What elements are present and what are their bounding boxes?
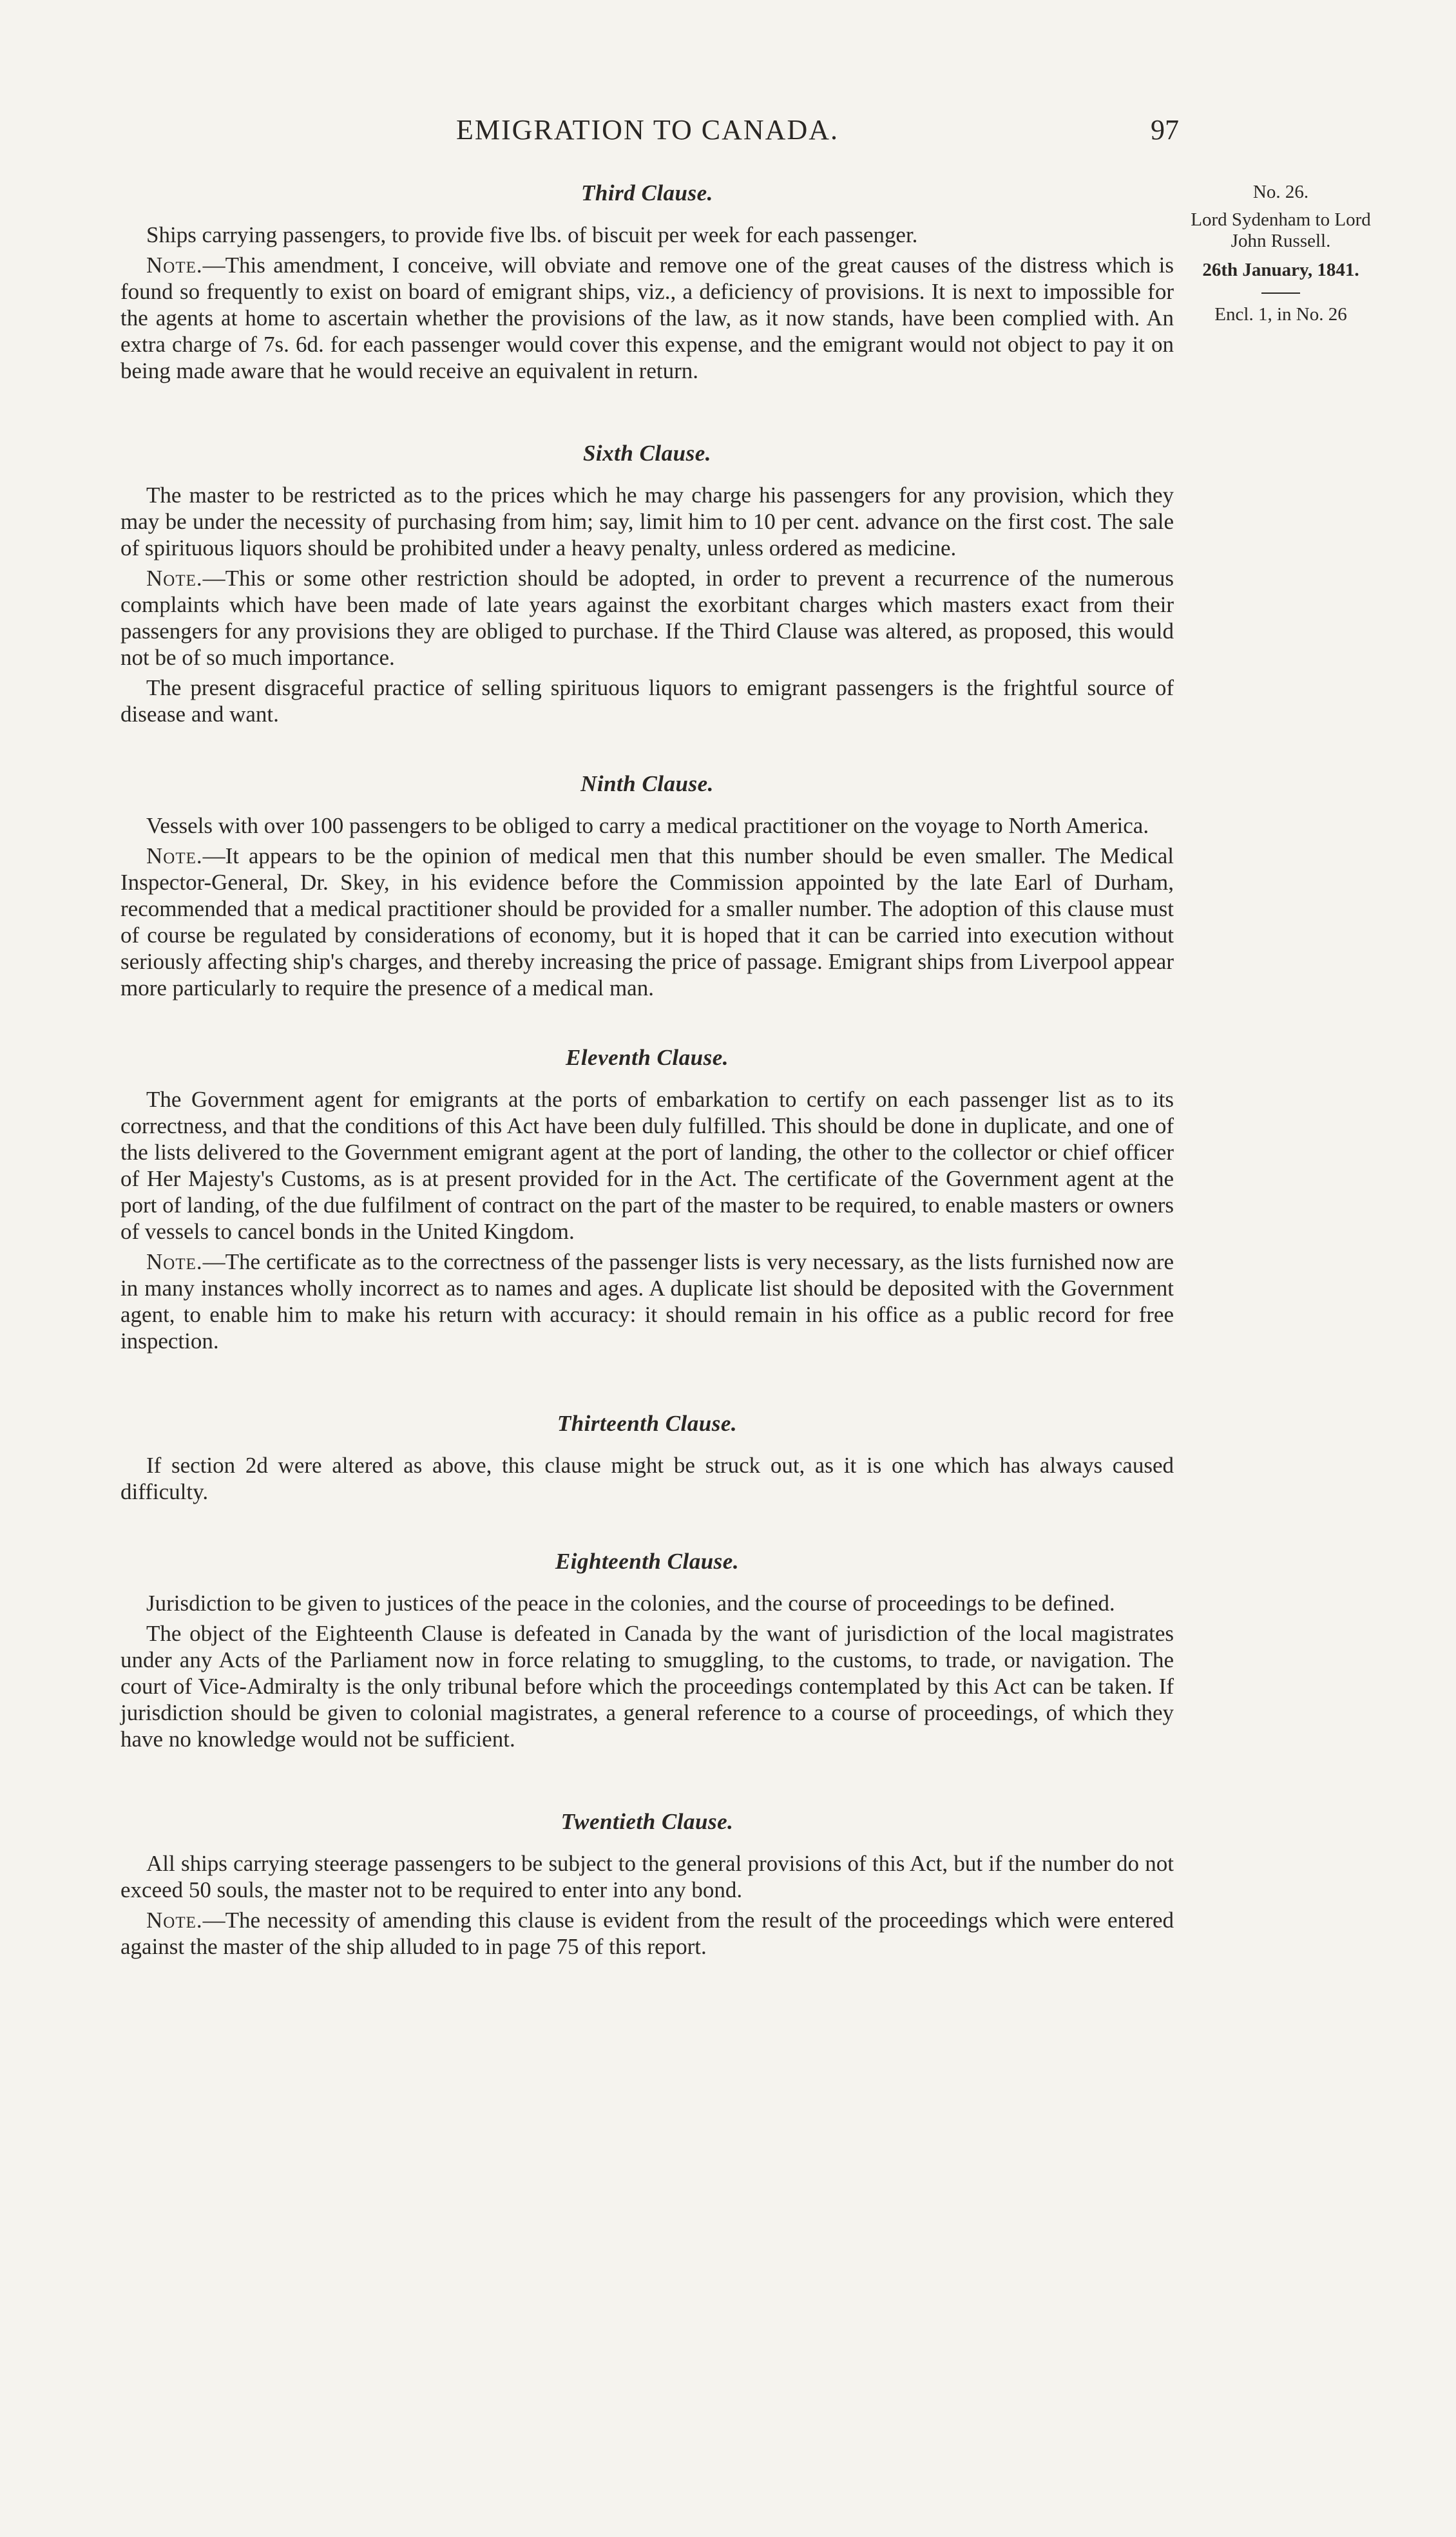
note-paragraph <box>120 252 1174 384</box>
section-spacer <box>120 388 1174 439</box>
note-paragraph <box>120 565 1174 671</box>
margin-note-divider <box>1261 292 1300 294</box>
note-paragraph <box>120 843 1174 1001</box>
clause-text: Vessels with over 100 passengers to be obliged to carry a medical practitioner on the voyage to North America. <box>146 813 1149 838</box>
section-heading: Sixth Clause. <box>582 441 712 466</box>
section-heading: Third Clause. <box>581 180 713 206</box>
clause-text: Jurisdiction to be given to justices of the peace in the colonies, and the course of proceedings to be defined. <box>146 1591 1115 1616</box>
section-heading: Eleventh Clause. <box>565 1045 729 1070</box>
margin-note-date: 26th January, 1841. <box>1202 260 1359 280</box>
section-third-clause <box>120 179 1174 384</box>
note-label: Note. <box>146 253 203 278</box>
clause-text: If section 2d were altered as above, this clause might be struck out, as it is one which has always caused difficulty. <box>120 1453 1174 1504</box>
section-heading: Twentieth Clause. <box>560 1809 734 1834</box>
note-paragraph <box>120 1249 1174 1354</box>
clause-text: All ships carrying steerage passengers to be subject to the general provisions of this Act, but if the number do not exceed 50 souls, the master not to be required to enter into any bond. <box>120 1851 1174 1902</box>
section-heading: Eighteenth Clause. <box>555 1549 740 1574</box>
clause-text: Ships carrying passengers, to provide five lbs. of biscuit per week for each passenger. <box>146 222 918 247</box>
note-label: Note. <box>146 1908 203 1933</box>
note-text: —This amendment, I conceive, will obviate and remove one of the great causes of the distress which is found so frequently to exist on board of emigrant ships, viz., a deficiency of provisions. It is next to impossible for the agents at home to ascertain whether the provisions of the law, as it now stands, have been complied with. An extra charge of 7s. 6d. for each passenger would cover this expense, and the emigrant would not object to pay it on being made aware that he would receive an equivalent in return. <box>120 253 1174 383</box>
note-label: Note. <box>146 843 203 868</box>
section-heading: Thirteenth Clause. <box>557 1411 738 1436</box>
section-eighteenth-clause <box>120 1547 1174 1752</box>
section-spacer <box>120 1005 1174 1044</box>
note-text: —It appears to be the opinion of medical men that this number should be even smaller. The Medical Inspector-General, Dr. Skey, in his evidence before the Commission appointed by the late Earl of Durham, recommended that a medical practitioner should be provided for a smaller number. The adoption of this clause must of course be regulated by considerations of economy, but it is hoped that it can be carried into execution without seriously affecting ship's charges, and thereby increasing the price of passage. Emigrant ships from Liverpool appear more particularly to require the presence of a medical man. <box>120 843 1174 1000</box>
margin-notes <box>1184 182 1377 325</box>
note-text: —The certificate as to the correctness of the passenger lists is very necessary, as the lists furnished now are in many instances wholly incorrect as to names and ages. A duplicate list should be deposited with the Government agent, to enable him to make his return with accuracy: it should remain in his office as a public record for free inspection. <box>120 1249 1174 1354</box>
paragraph: The present disgraceful practice of selling spirituous liquors to emigrant passengers is the frightful source of disease and want. <box>120 675 1174 727</box>
note-label: Note. <box>146 1249 203 1274</box>
note-paragraph <box>120 1907 1174 1960</box>
section-ninth-clause <box>120 770 1174 1001</box>
margin-note-number: No. 26. <box>1252 182 1309 202</box>
section-twentieth-clause <box>120 1808 1174 1960</box>
section-heading: Ninth Clause. <box>580 771 714 796</box>
section-sixth-clause <box>120 439 1174 727</box>
section-spacer <box>120 731 1174 770</box>
section-spacer <box>120 1509 1174 1547</box>
margin-note-enclosure: Encl. 1, in No. 26 <box>1214 304 1347 325</box>
running-title: EMIGRATION TO CANADA. <box>455 114 839 146</box>
section-spacer <box>120 1756 1174 1808</box>
paragraph: The object of the Eighteenth Clause is defeated in Canada by the want of jurisdiction of the local magistrates under any Acts of the Parliament now in force relating to smuggling, to the customs, to trade, or navigation. The court of Vice-Admiralty is the only tribunal before which the proceedings contemplated by this Act can be taken. If jurisdiction should be given to colonial magistrates, a general reference to a course of proceedings, of which they have no knowledge would not be sufficient. <box>120 1621 1174 1752</box>
running-head <box>116 111 1179 149</box>
margin-note-correspondents: Lord Sydenham to Lord John Russell. <box>1191 209 1371 251</box>
section-spacer <box>120 1358 1174 1410</box>
section-eleventh-clause <box>120 1044 1174 1354</box>
note-text: —The necessity of amending this clause is evident from the result of the proceedings which were entered against the master of the ship alluded to in page 75 of this report. <box>120 1908 1174 1959</box>
clause-text: The Government agent for emigrants at the ports of embarkation to certify on each passenger list as to its correctness, and that the conditions of this Act have been duly fulfilled. This should be done in duplicate, and one of the lists delivered to the Government emigrant agent at the port of landing, the other to the collector or chief officer of Her Majesty's Customs, as is at present provided for in the Act. The certificate of the Government agent at the port of landing, of the due fulfilment of contract on the part of the master to be required, to enable masters or owners of vessels to cancel bonds in the United Kingdom. <box>120 1087 1174 1244</box>
note-text: —This or some other restriction should be adopted, in order to prevent a recurrence of the numerous complaints which have been made of late years against the exorbitant charges which masters exact from their passengers for any provisions they are obliged to purchase. If the Third Clause was altered, as proposed, this would not be of so much importance. <box>120 566 1174 670</box>
clause-text: The master to be restricted as to the prices which he may charge his passengers for any provision, which they may be under the necessity of purchasing from him; say, limit him to 10 per cent. advance on the first cost. The sale of spirituous liquors should be prohibited under a heavy penalty, unless ordered as medicine. <box>120 483 1174 560</box>
main-text <box>120 179 1174 1964</box>
note-label: Note. <box>146 566 203 591</box>
section-thirteenth-clause <box>120 1410 1174 1505</box>
page-number: 97 <box>1151 114 1179 146</box>
